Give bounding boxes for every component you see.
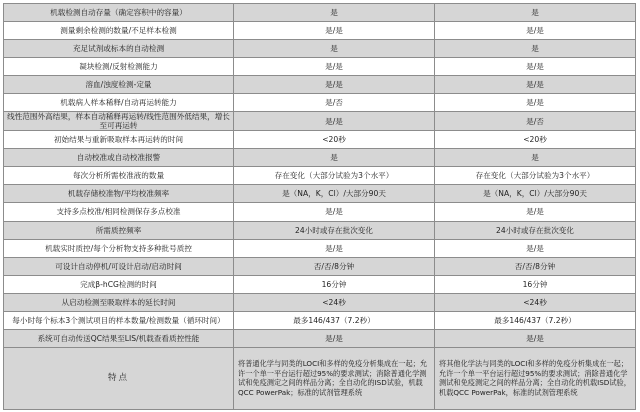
row-label: 机载存储校准物/平均校准频率 [4, 185, 234, 203]
table-row [4, 40, 636, 58]
table-row [4, 149, 636, 167]
value-system-b: <24秒 [435, 293, 636, 311]
table-row [4, 94, 636, 112]
feature-row [4, 347, 636, 409]
row-label: 可设计自动停机/可设计启动/启动时间 [4, 257, 234, 275]
row-label: 每小时每个标本3个测试项目的样本数量/检测数量（循环时间） [4, 311, 234, 329]
row-label: 初始结果与重新吸取样本再运转的时间 [4, 131, 234, 149]
value-system-a: <20秒 [234, 131, 435, 149]
value-system-a: 是/是 [234, 58, 435, 76]
value-system-a: 是/是 [234, 239, 435, 257]
table-row [4, 221, 636, 239]
row-label: 自动校准或自动校准报警 [4, 149, 234, 167]
row-label: 溶血/浊度检测-定量 [4, 76, 234, 94]
comparison-table [3, 3, 636, 410]
table-row [4, 329, 636, 347]
row-label: 完成β-hCG检测的时间 [4, 275, 234, 293]
value-system-b: 16分钟 [435, 275, 636, 293]
value-system-b: 是/是 [435, 203, 636, 221]
table-row [4, 311, 636, 329]
row-label: 机载实时质控/每个分析物支持多种批号质控 [4, 239, 234, 257]
row-label: 充足试剂或标本的自动检测 [4, 40, 234, 58]
value-system-b: 否/否/8分钟 [435, 257, 636, 275]
value-system-b: 是 [435, 40, 636, 58]
feature-system-b: 将其他化学法与同类的LOCI和多样的免疫分析集成在一起；允许一个单一平台运行超过95%的要求测试；消除普通化学测试和免疫测定之间的样品分离；全自动化的机载ISD试验，机载QCC PowerPak，标准的试剂管理系统 [435, 347, 636, 409]
comparison-table-container [3, 3, 635, 409]
table-row [4, 167, 636, 185]
row-label: 系统可自动传送QC结果至LIS/机载查看质控性能 [4, 329, 234, 347]
table-row [4, 112, 636, 131]
value-system-a: 是/否 [234, 94, 435, 112]
value-system-b: 是（NA，K，Cl）/大部分90天 [435, 185, 636, 203]
value-system-a: 是 [234, 149, 435, 167]
value-system-b: 是/是 [435, 94, 636, 112]
table-row [4, 4, 636, 22]
value-system-a: 是 [234, 40, 435, 58]
row-label: 凝块检测/反射检测能力 [4, 58, 234, 76]
value-system-b: 是/是 [435, 76, 636, 94]
row-label: 机载检测自动存量（确定容积中的容量） [4, 4, 234, 22]
table-row [4, 76, 636, 94]
value-system-b: 24小时或存在批次变化 [435, 221, 636, 239]
value-system-b: 是/是 [435, 58, 636, 76]
value-system-a: 是/是 [234, 329, 435, 347]
value-system-b: 是/是 [435, 329, 636, 347]
value-system-a: 是/是 [234, 112, 435, 131]
row-label: 每次分析所需校准液的数量 [4, 167, 234, 185]
value-system-b: <20秒 [435, 131, 636, 149]
comparison-table-body [4, 4, 636, 410]
table-row [4, 131, 636, 149]
table-row [4, 58, 636, 76]
value-system-b: 是 [435, 4, 636, 22]
value-system-a: 最多146/437（7.2秒） [234, 311, 435, 329]
value-system-a: 是/是 [234, 203, 435, 221]
table-row [4, 293, 636, 311]
feature-system-a: 将普通化学与同类的LOCI和多样的免疫分析集成在一起；允许一个单一平台运行超过95%的要求测试；消除普通化学测试和免疫测定之间的样品分离；全自动化的ISD试验，机载QCC PowerPak；标准的试剂管理系统 [234, 347, 435, 409]
value-system-a: 24小时或存在批次变化 [234, 221, 435, 239]
value-system-a: 是/是 [234, 76, 435, 94]
value-system-a: 存在变化（大部分试验为3个水平） [234, 167, 435, 185]
value-system-a: 是 [234, 4, 435, 22]
row-label: 机载病人样本稀释/自动再运转能力 [4, 94, 234, 112]
value-system-a: 是（NA，K，Cl）/大部分90天 [234, 185, 435, 203]
value-system-a: <24秒 [234, 293, 435, 311]
table-row [4, 275, 636, 293]
value-system-b: 最多146/437（7.2秒） [435, 311, 636, 329]
value-system-a: 16分钟 [234, 275, 435, 293]
table-row [4, 185, 636, 203]
value-system-b: 是/否 [435, 112, 636, 131]
row-label: 所需质控频率 [4, 221, 234, 239]
table-row [4, 257, 636, 275]
table-row [4, 22, 636, 40]
value-system-b: 是/是 [435, 239, 636, 257]
row-label: 支持多点校准/相同检测保存多点校准 [4, 203, 234, 221]
value-system-a: 否/否/8分钟 [234, 257, 435, 275]
row-label: 线性范围外高结果，样本自动稀释再运转/线性范围外低结果，增长至可再运转 [4, 112, 234, 131]
value-system-b: 是 [435, 149, 636, 167]
feature-label: 特点 [4, 347, 234, 409]
table-row [4, 203, 636, 221]
row-label: 从启动检测至吸取样本的延长时间 [4, 293, 234, 311]
table-row [4, 239, 636, 257]
value-system-b: 是/是 [435, 22, 636, 40]
row-label: 测量剩余检测的数量/不足样本检测 [4, 22, 234, 40]
value-system-b: 存在变化（大部分试验为3个水平） [435, 167, 636, 185]
value-system-a: 是/是 [234, 22, 435, 40]
